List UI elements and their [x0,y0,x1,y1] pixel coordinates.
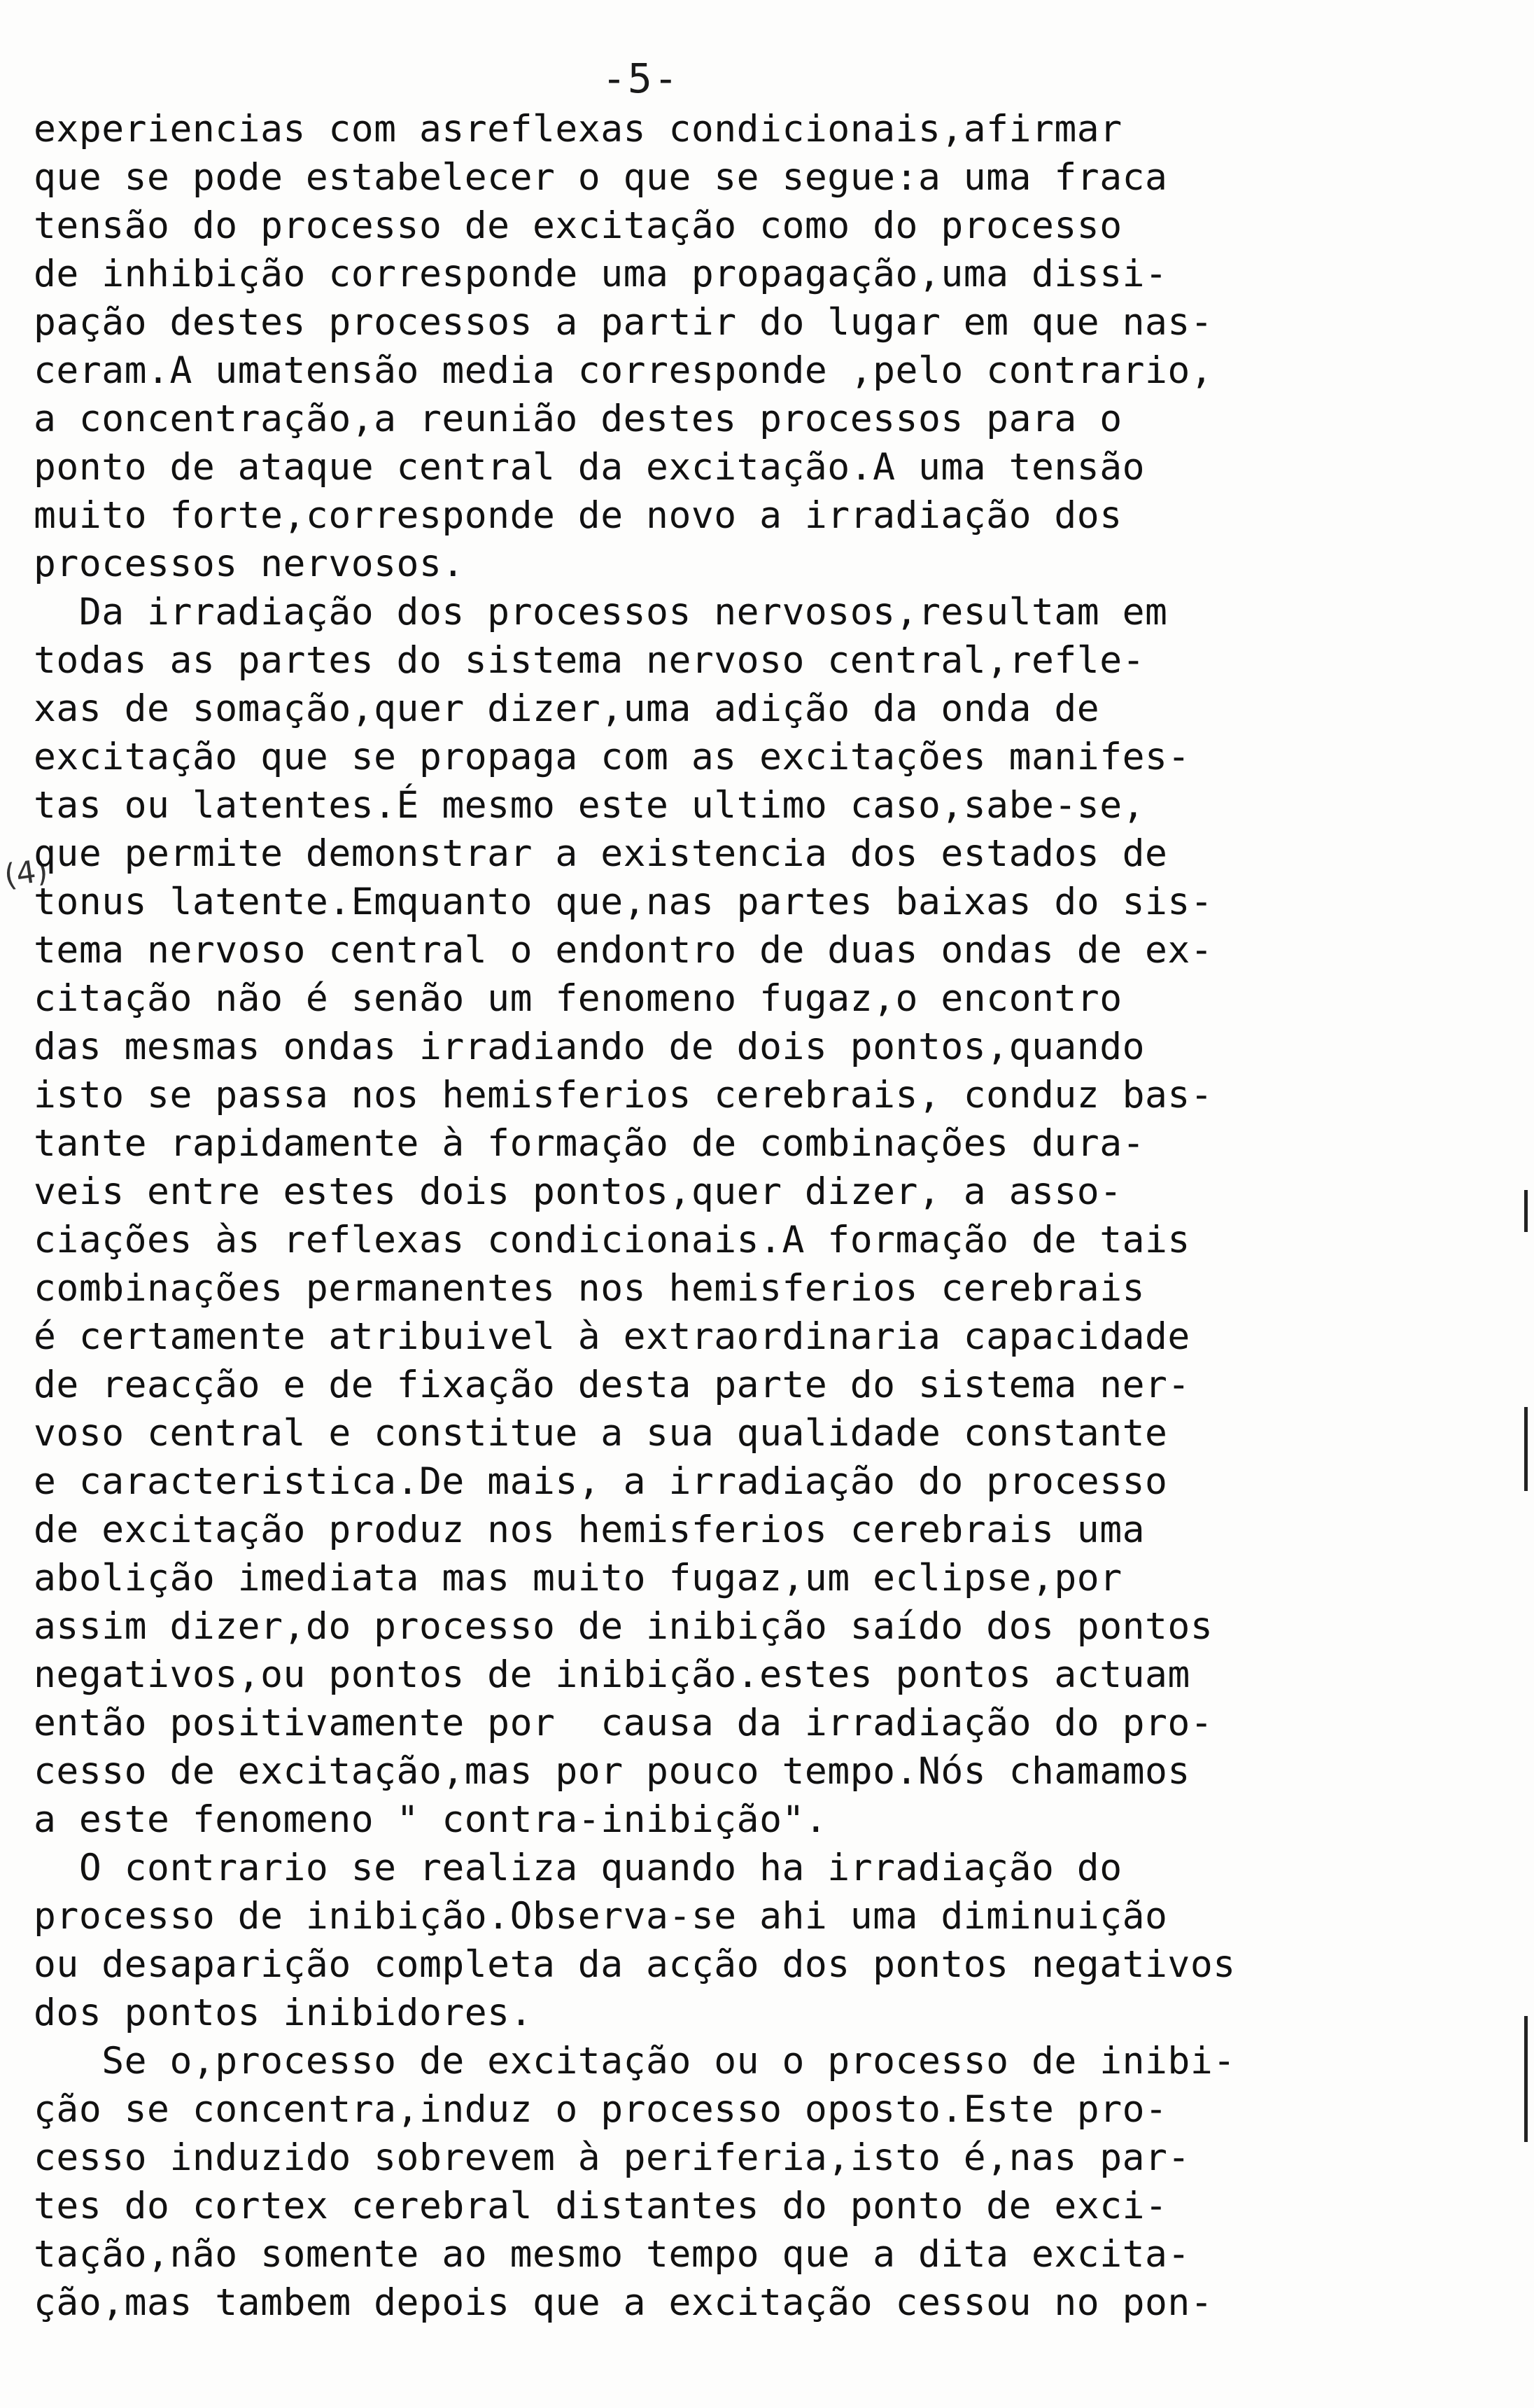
text-line: tante rapidamente à formação de combinações dura- [34,1122,1146,1165]
text-line: Da irradiação dos processos nervosos,resultam em [34,591,1168,634]
text-line: combinações permanentes nos hemisferios cerebrais [34,1267,1146,1310]
text-line: dos pontos inibidores. [34,1991,533,2034]
text-line: ção,mas tambem depois que a excitação cessou no pon- [34,2281,1213,2324]
text-line: tes do cortex cerebral distantes do ponto de exci- [34,2185,1168,2227]
text-line: ponto de ataque central da excitação.A uma tensão [34,446,1146,489]
text-line: citação não é senão um fenomeno fugaz,o encontro [34,977,1123,1020]
text-line: O contrario se realiza quando ha irradiação do [34,1847,1123,1889]
text-line: xas de somação,quer dizer,uma adição da onda de [34,687,1100,730]
text-line: a este fenomeno " contra-inibição". [34,1798,828,1841]
body-text [34,105,1517,2327]
text-line: muito forte,corresponde de novo a irradiação dos [34,494,1123,537]
text-line: e caracteristica.De mais, a irradiação do processo [34,1460,1168,1503]
text-line: abolição imediata mas muito fugaz,um eclipse,por [34,1557,1123,1600]
edge-mark [1524,2016,1528,2142]
text-line: tensão do processo de excitação como do processo [34,204,1123,247]
text-line: ciações às reflexas condicionais.A formação de tais [34,1219,1190,1261]
text-line: é certamente atribuivel à extraordinaria capacidade [34,1315,1190,1358]
text-line: tas ou latentes.É mesmo este ultimo caso,sabe-se, [34,784,1146,827]
text-line: processo de inibição.Observa-se ahi uma diminuição [34,1895,1168,1938]
text-line: a concentração,a reunião destes processos para o [34,398,1123,440]
text-line: isto se passa nos hemisferios cerebrais, conduz bas- [34,1074,1213,1116]
text-line: que se pode estabelecer o que se segue:a uma fraca [34,156,1168,199]
text-line: ou desaparição completa da acção dos pontos negativos [34,1943,1236,1986]
page-number: -5- [602,55,680,102]
text-line: tonus latente.Emquanto que,nas partes baixas do sis- [34,881,1213,923]
text-line: veis entre estes dois pontos,quer dizer, a asso- [34,1170,1123,1213]
text-line: de excitação produz nos hemisferios cerebrais uma [34,1508,1146,1551]
text-line: das mesmas ondas irradiando de dois pontos,quando [34,1026,1146,1068]
text-line: Se o,processo de excitação ou o processo de inibi- [34,2040,1236,2082]
edge-mark [1524,1407,1528,1491]
text-line: tema nervoso central o endontro de duas ondas de ex- [34,929,1213,972]
text-line: ção se concentra,induz o processo oposto.Este pro- [34,2088,1168,2131]
text-line: de reacção e de fixação desta parte do sistema ner- [34,1364,1190,1406]
text-line: cesso induzido sobrevem à periferia,isto é,nas par- [34,2136,1190,2179]
text-line: todas as partes do sistema nervoso central,refle- [34,639,1146,682]
text-line: ceram.A umatensão media corresponde ,pelo contrario, [34,349,1213,392]
text-line: que permite demonstrar a existencia dos estados de [34,832,1168,875]
text-line: cesso de excitação,mas por pouco tempo.Nós chamamos [34,1750,1190,1793]
text-line: excitação que se propaga com as excitações manifes- [34,736,1190,778]
text-line: assim dizer,do processo de inibição saído dos pontos [34,1605,1213,1648]
text-line: então positivamente por causa da irradiação do pro- [34,1702,1213,1744]
text-line: tação,não somente ao mesmo tempo que a dita excita- [34,2233,1190,2276]
text-line: experiencias com asreflexas condicionais,afirmar [34,108,1123,150]
text-line: negativos,ou pontos de inibição.estes pontos actuam [34,1653,1190,1696]
text-line: de inhibição corresponde uma propagação,uma dissi- [34,253,1168,295]
margin-annotation: (4) [1,852,50,895]
text-line: voso central e constitue a sua qualidade constante [34,1412,1168,1455]
edge-mark [1524,1190,1528,1232]
text-line: pação destes processos a partir do lugar em que nas- [34,301,1213,344]
text-line: processos nervosos. [34,542,465,585]
